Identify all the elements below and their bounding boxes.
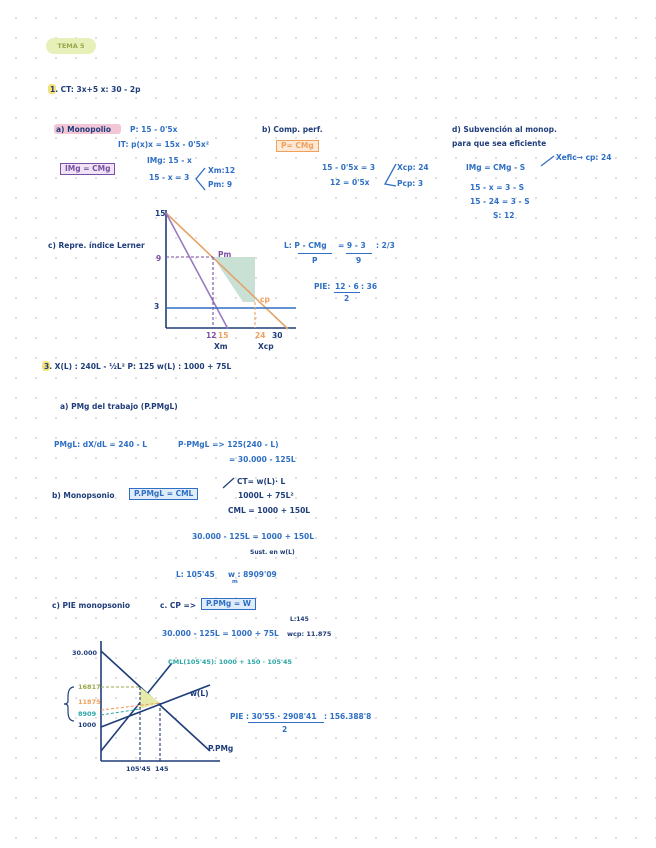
ex3-pml: PMgL: dX/dL = 240 - L: [54, 440, 148, 449]
lerner-den: P: [312, 256, 318, 265]
lerner-formula: L: P - CMg: [284, 241, 327, 250]
ex3-c-eq: 30.000 - 125L = 1000 + 75L: [162, 629, 279, 638]
ex1-b-eq2: 12 = 0'5x: [330, 178, 370, 187]
ex3-pie: PIE : 30'55 · 2908'41: [230, 712, 317, 721]
brace-left: [64, 687, 74, 721]
ex1-d-arrow-note: Xefic→ cp: 24: [556, 153, 612, 162]
ex1-d-title: d) Subvención al monop.: [452, 125, 557, 134]
ex1-c-title: c) Repre. índice Lerner: [48, 241, 145, 250]
g1-x30: 30: [272, 331, 283, 340]
pie1-result: : 36: [361, 282, 378, 291]
g2-w-label: w(L): [190, 689, 209, 698]
ex3-c-cond: c. CP =>: [160, 601, 197, 610]
lerner-value: = 9 - 3: [338, 241, 366, 250]
g1-xm: Xm: [214, 342, 228, 351]
ex1-d-subtitle: para que sea eficiente: [452, 139, 547, 148]
pie1-den: 2: [344, 294, 350, 303]
demand-line: [166, 213, 288, 329]
g1-y15: 15: [155, 209, 166, 218]
ex1-a-it: IT: p(x)x = 15x - 0'5x²: [118, 140, 209, 149]
arrow-d: [540, 154, 556, 168]
g1-x12: 12: [206, 331, 217, 340]
ex3-c-l: L:145: [290, 616, 309, 623]
ex1-d-eq1: 15 - x = 3 - S: [470, 183, 525, 192]
ex3-eq-note: Sust. en w(L): [250, 549, 295, 556]
g2-y8909: 8909: [78, 710, 97, 718]
ex1-b-eq1: 15 - 0'5x = 3: [322, 163, 376, 172]
g2-y16817: 16817: [78, 683, 101, 691]
g1-cp: cp: [260, 295, 270, 304]
lerner-value-den: 9: [356, 256, 362, 265]
g2-ppmg-label: P.PMg: [208, 744, 234, 753]
ex3-eq: 30.000 - 125L = 1000 + 150L: [192, 532, 315, 541]
ex3-res-w-sub: m: [232, 579, 238, 585]
ex3-ct: CT= w(L)· L: [237, 477, 286, 486]
ex3-b-title: b) Monopsonio: [52, 491, 115, 500]
ex3-c-w: wcp: 11.875: [287, 630, 332, 638]
ex3-res-w: w : 8909'09: [228, 570, 277, 579]
ex1-b-title: b) Comp. perf.: [262, 125, 323, 134]
ex1-a-xm: Xm:12: [208, 166, 236, 175]
ex3-ct2: 1000L + 75L²: [238, 491, 294, 500]
ex3-res-l: L: 105'45: [176, 570, 215, 579]
ex1-a-demand: P: 15 - 0'5x: [130, 125, 178, 134]
ex3-ppml: P·PMgL => 125(240 - L): [178, 440, 279, 449]
ex3-pie-den: 2: [282, 725, 288, 734]
g1-pm: Pm: [218, 250, 232, 259]
ex3-c-box: P.PMg = W: [201, 598, 256, 610]
lerner-result: : 2/3: [376, 241, 395, 250]
ex1-a-title: a) Monopolio: [56, 125, 112, 134]
ex1-d-eq2: 15 - 24 = 3 - S: [470, 197, 530, 206]
lerner-value-bar: [346, 253, 372, 254]
pie1-num: 12 · 6: [335, 282, 359, 291]
g1-xcp: Xcp: [258, 342, 274, 351]
ex1-b-pcp: Pcp: 3: [397, 179, 424, 188]
g2-y30000: 30.000: [72, 649, 98, 657]
g2-cml-label: CML(105'45): 1000 + 150 · 105'45: [168, 658, 293, 666]
ex1-a-img: IMg: 15 - x: [147, 156, 192, 165]
ex1-a-eq: 15 - x = 3: [149, 173, 190, 182]
g2-y1000: 1000: [78, 721, 97, 729]
ex3-b-box: P.PMgL = CML: [129, 488, 198, 500]
g1-x24: 24: [255, 331, 266, 340]
ex3-cml: CML = 1000 + 150L: [228, 506, 311, 515]
img-line: [166, 213, 228, 329]
ex3-pie-res: : 156.388'8: [324, 712, 372, 721]
ct-arrow: [222, 476, 236, 490]
ex3-ppml2: = 30.000 - 125L: [229, 455, 296, 464]
ex1-d-cond: IMg = CMg - S: [466, 163, 526, 172]
ex1-b-cond-box: P= CMg: [276, 140, 319, 152]
g2-y11875: 11875: [78, 698, 101, 706]
pie1-bar: [334, 292, 360, 293]
ex1-d-res: S: 12: [493, 211, 515, 220]
g2-x2: 145: [155, 765, 169, 773]
pie1-label: PIE:: [314, 282, 331, 291]
g2-x1: 105'45: [126, 765, 151, 773]
ex3-c-title: c) PIE monopsonio: [52, 601, 131, 610]
ex1-b-xcp: Xcp: 24: [397, 163, 429, 172]
g1-y9: 9: [156, 254, 162, 263]
ex3-a-title: a) PMg del trabajo (P.PMgL): [60, 402, 178, 411]
ex1-a-pm: Pm: 9: [208, 180, 233, 189]
dash-11875: [101, 703, 160, 710]
ex1-header: 1. CT: 3x+5 x: 30 - 2p: [50, 85, 141, 94]
tema-badge: TEMA 5: [46, 38, 96, 54]
ex1-a-cond-box: IMg = CMg: [60, 163, 115, 175]
g1-x15: 15: [218, 331, 229, 340]
ex3-header: 3. X(L) : 240L - ½L² P: 125 w(L) : 1000 + 75L: [44, 362, 232, 371]
brace-a: [193, 166, 207, 192]
g1-y3: 3: [154, 302, 160, 311]
brace-b: [382, 162, 398, 190]
